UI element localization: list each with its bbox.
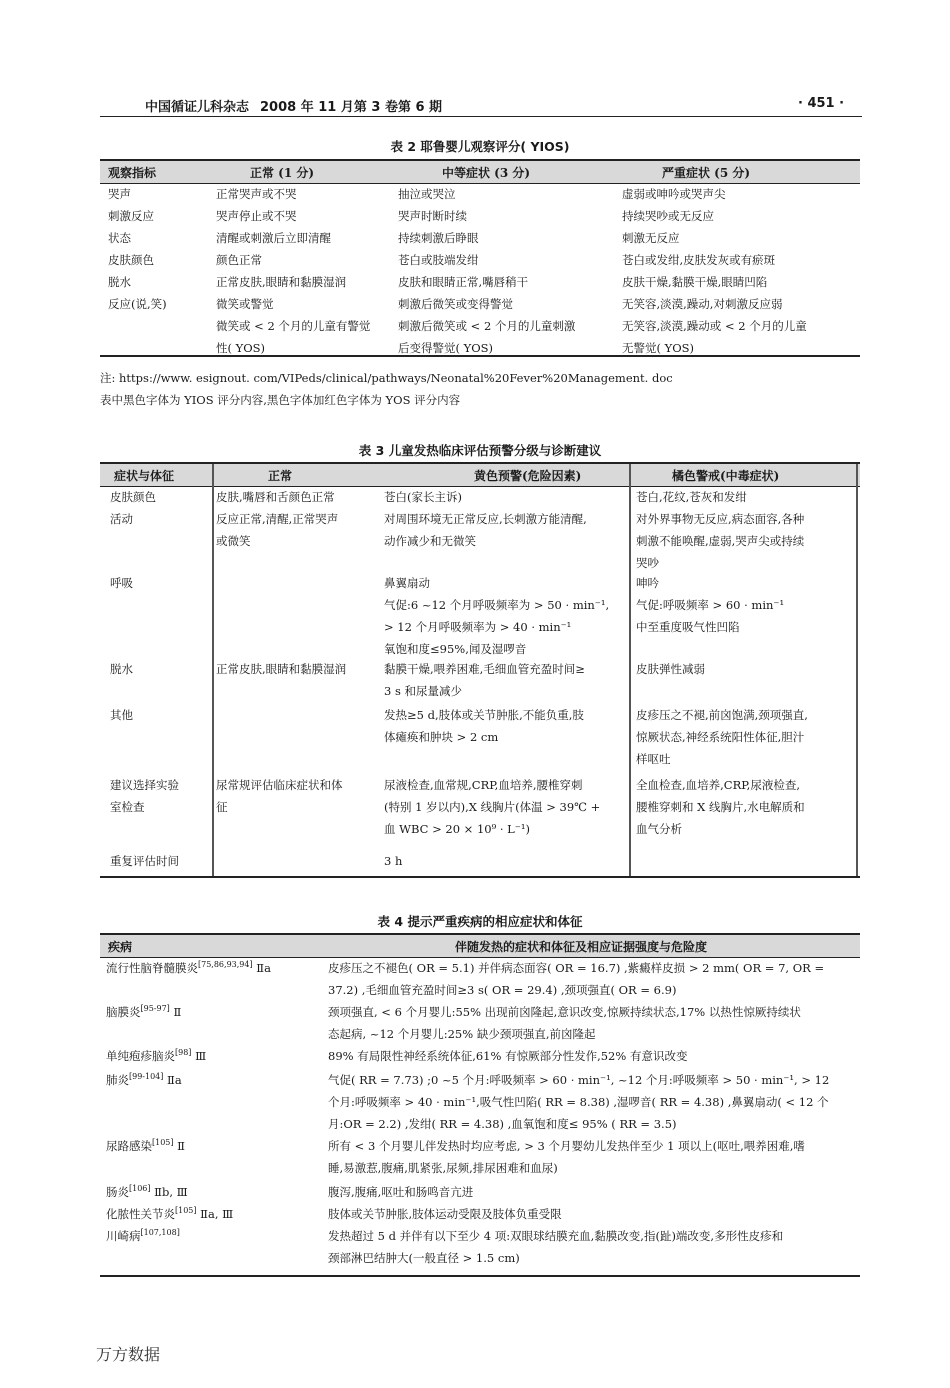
table4-disease-name: 化脓性关节炎 [106,1207,175,1221]
table4-bottom-rule [100,1275,860,1277]
table3-row-label: 皮肤颜色 [110,490,156,504]
table4-reference: [95-97] [140,1004,170,1014]
table4-disease-cell [106,1069,182,1091]
table4-reference: [105] [175,1206,197,1216]
table2-header-cell: 中等症状 (3 分) [442,166,531,180]
table4-disease-cell [106,1135,185,1157]
table2-cell: 持续刺激后睁眼 [398,231,479,245]
table3-cell: 中至重度吸气性凹陷 [636,620,740,634]
table3-cell: 刺激不能唤醒,虚弱,哭声尖或持续 [636,534,805,548]
watermark-text: 万方数据 [96,1345,161,1364]
table2-cell: 哭声时断时续 [398,209,467,223]
table4-disease-name: 流行性脑脊髓膜炎 [106,961,198,975]
table3-cell: > 12 个月呼吸频率为 > 40 · min⁻¹ [384,620,572,634]
table2-cell: 持续哭吵或无反应 [622,209,714,223]
table3-cell: 对外界事物无反应,病态面容,各种 [636,512,805,526]
table3-cell: 征 [216,800,228,814]
table3-row-label: 室检查 [110,800,145,814]
table2-row-label: 皮肤颜色 [108,253,154,267]
table3-cell: 体瘫痪和肿块 > 2 cm [384,730,499,744]
table4-cell: 发热超过 5 d 并伴有以下至少 4 项:双眼球结膜充血,黏膜改变,指(趾)端改变,多形性皮疹和 [328,1229,784,1243]
table4-disease-name: 川崎病 [106,1229,141,1243]
table2-cell: 无笑容,淡漠,躁动,对刺激反应弱 [622,297,783,311]
table4-disease-cell [106,1181,188,1203]
table4-reference: [75,86,93,94] [198,960,253,970]
table3-row-label: 活动 [110,512,133,526]
table3-header-cell: 正常 [268,469,293,483]
table4-evidence-grade: Ⅱb, Ⅲ [150,1185,188,1199]
table2-row-label: 刺激反应 [108,209,154,223]
table2-cell: 正常哭声或不哭 [216,187,297,201]
table3-header-cell: 黄色预警(危险因素) [474,469,582,483]
table4-header-cell: 伴随发热的症状和体征及相应证据强度与危险度 [455,940,708,954]
table3-column-divider [629,464,631,876]
table2-row-label: 脱水 [108,275,131,289]
table4-evidence-grade: Ⅱ [169,1005,182,1019]
table3-cell: 皮疹压之不褪,前囟饱满,颈项强直, [636,708,808,722]
table4-cell: 37.2) ,毛细血管充盈时间≥3 s( OR = 29.4) ,颈项强直( OR = 6.9) [328,983,677,997]
table4-cell: 颈部淋巴结肿大(一般直径 > 1.5 cm) [328,1251,520,1265]
table4-reference: [99-104] [129,1072,164,1082]
table3-cell: 气促:6 ~12 个月呼吸频率为 > 50 · min⁻¹, [384,598,610,612]
table2-row-label: 反应(说,笑) [108,297,167,311]
table2-header-cell: 观察指标 [108,166,157,180]
table3-caption: 表 3 儿童发热临床评估预警分级与诊断建议 [358,443,602,458]
table4-cell: 月:OR = 2.2) ,发绀( RR = 4.38) ,血氧饱和度≤ 95% ( RR = 3.5) [328,1117,677,1131]
table2-cell: 微笑或警觉 [216,297,274,311]
table3-cell: 鼻翼扇动 [384,576,430,590]
table4-cell: 态起病, ~12 个月婴儿:25% 缺少颈项强直,前囟隆起 [328,1027,596,1041]
table2-cell: 哭声停止或不哭 [216,209,297,223]
table3-cell: 苍白,花纹,苍灰和发绀 [636,490,747,504]
table2-cell: 正常皮肤,眼睛和黏膜湿润 [216,275,347,289]
table3-cell: 呻吟 [636,576,659,590]
table2-note-source: 注: https://www. esignout. com/VIPeds/clinical/pathways/Neonatal%20Fever%20Management. doc [100,371,673,385]
table3-bottom-rule [100,876,860,878]
table4-disease-cell [106,957,271,979]
table2-cell: 皮肤和眼睛正常,嘴唇稍干 [398,275,529,289]
table2-cell: 苍白或发绀,皮肤发灰或有瘀斑 [622,253,776,267]
table4-disease-cell [106,1045,206,1067]
table2-cell: 虚弱或呻吟或哭声尖 [622,187,726,201]
table4-cell: 颈项强直, < 6 个月婴儿:55% 出现前囟隆起,意识改变,惊厥持续状态,17% 以热性惊厥持续状 [328,1005,801,1019]
table2 [100,159,860,359]
table2-cell: 抽泣或哭泣 [398,187,456,201]
issue-info: 2008 年 11 月第 3 卷第 6 期 [260,100,443,115]
table4-disease-name: 肠炎 [106,1185,129,1199]
table3-cell: 血 WBC > 20 × 10⁹ · L⁻¹) [384,822,530,836]
table4-evidence-grade: Ⅱ [173,1139,185,1153]
table2-header-cell: 严重症状 (5 分) [662,166,751,180]
table3-cell: 动作减少和无微笑 [384,534,476,548]
table3-row-label: 建议选择实验 [110,778,179,792]
header-rule [100,116,862,117]
table3-cell: 皮肤,嘴唇和舌颜色正常 [216,490,335,504]
table2-cell: 无笑容,淡漠,躁动或 < 2 个月的儿童 [622,319,807,333]
table4-evidence-grade: Ⅱa [163,1073,182,1087]
table2-header-cell: 正常 (1 分) [250,166,315,180]
table4-caption: 表 4 提示严重疾病的相应症状和体征 [377,914,583,929]
table2-header [100,159,860,184]
table3-header-cell: 橘色警戒(中毒症状) [672,469,780,483]
journal-name: 中国循证儿科杂志 [145,100,250,115]
table3-cell: 哭吵 [636,556,659,570]
table4-disease-name: 肺炎 [106,1073,129,1087]
table2-cell: 颜色正常 [216,253,262,267]
table2-cell: 清醒或刺激后立即清醒 [216,231,331,245]
table3-row-label: 重复评估时间 [110,854,179,868]
table3-cell: 发热≥5 d,肢体或关节肿胀,不能负重,肢 [384,708,584,722]
table3-cell: 腰椎穿刺和 X 线胸片,水电解质和 [636,800,805,814]
table3-cell: 血气分析 [636,822,682,836]
table3-row-label: 脱水 [110,662,133,676]
table4-cell: 气促( RR = 7.73) ;0 ~5 个月:呼吸频率 > 60 · min⁻¹, ~12 个月:呼吸频率 > 50 · min⁻¹, > 12 [328,1073,830,1087]
table3-row-label: 呼吸 [110,576,133,590]
table3-cell: 尿液检查,血常规,CRP,血培养,腰椎穿刺 [384,778,583,792]
table4-reference: [107,108] [140,1228,180,1238]
table4-disease-cell [106,1225,180,1247]
table4-header [100,933,860,958]
table4-cell: 所有 < 3 个月婴儿伴发热时均应考虑, > 3 个月婴幼儿发热伴至少 1 项以上(呕吐,喂养困难,嗜 [328,1139,805,1153]
table2-row-label: 状态 [108,231,131,245]
table2-cell: 性( YOS) [216,341,266,355]
table4-evidence-grade: Ⅲ [191,1049,207,1063]
table4-reference: [105] [152,1138,174,1148]
table3-cell: 对周围环境无正常反应,长刺激方能清醒, [384,512,587,526]
table2-cell: 苍白或肢端发绀 [398,253,479,267]
table4-header-cell: 疾病 [108,940,133,954]
table3-cell: 样呕吐 [636,752,671,766]
table3-cell: 黏膜干燥,喂养困难,毛细血管充盈时间≥ [384,662,585,676]
table2-cell: 皮肤干燥,黏膜干燥,眼睛凹陷 [622,275,768,289]
table4-cell: 睡,易激惹,腹痛,肌紧张,尿频,排尿困难和血尿) [328,1161,558,1175]
table4-cell: 腹泻,腹痛,呕吐和肠鸣音亢进 [328,1185,474,1199]
table3-column-divider [856,464,858,876]
table4-disease-cell [106,1203,233,1225]
table3-cell: 3 s 和尿量减少 [384,684,463,698]
table4-disease-name: 脑膜炎 [106,1005,141,1019]
table3-header [100,462,860,487]
table4-cell: 89% 有局限性神经系统体征,61% 有惊厥部分性发作,52% 有意识改变 [328,1049,688,1063]
table3-cell: 3 h [384,854,403,868]
table4-cell: 皮疹压之不褪色( OR = 5.1) 并伴病态面容( OR = 16.7) ,紫癜样皮损 > 2 mm( OR = 7, OR = [328,961,825,975]
table3-cell: 反应正常,清醒,正常哭声 [216,512,339,526]
table3-header-cell: 症状与体征 [114,469,175,483]
table2-cell: 刺激后微笑或 < 2 个月的儿童刺激 [398,319,576,333]
table2-cell: 刺激无反应 [622,231,680,245]
table3-cell: 正常皮肤,眼睛和黏膜湿润 [216,662,347,676]
table4-disease-name: 尿路感染 [106,1139,152,1153]
table2-caption: 表 2 耶鲁婴儿观察评分( YIOS) [390,139,570,154]
table3-row-label: 其他 [110,708,133,722]
table4-reference: [106] [129,1184,151,1194]
table4-disease-name: 单纯疱疹脑炎 [106,1049,175,1063]
table4-cell: 个月:呼吸频率 > 40 · min⁻¹,吸气性凹陷( RR = 8.38) ,湿啰音( RR = 4.38) ,鼻翼扇动( < 12 个 [328,1095,829,1109]
table3-cell: 氧饱和度≤95%,闻及湿啰音 [384,642,527,656]
table3 [100,462,860,878]
table4-evidence-grade: Ⅱa, Ⅲ [196,1207,234,1221]
table3-cell: 惊厥状态,神经系统阳性体征,胆汁 [636,730,805,744]
table3-cell: 全血检查,血培养,CRP,尿液检查, [636,778,800,792]
table4-disease-cell [106,1001,181,1023]
table4-cell: 肢体或关节肿胀,肢体运动受限及肢体负重受限 [328,1207,562,1221]
table4 [100,933,860,1278]
table4-reference: [98] [175,1048,192,1058]
table2-cell: 后变得警觉( YOS) [398,341,494,355]
table2-note-font: 表中黑色字体为 YIOS 评分内容,黑色字体加红色字体为 YOS 评分内容 [100,393,461,407]
table3-column-divider [212,464,214,876]
table3-cell: (特别 1 岁以内),X 线胸片(体温 > 39℃ + [384,800,601,814]
table2-cell: 刺激后微笑或变得警觉 [398,297,513,311]
table4-evidence-grade: Ⅱa [252,961,271,975]
table3-cell: 气促:呼吸频率 > 60 · min⁻¹ [636,598,785,612]
table2-row-label: 哭声 [108,187,131,201]
table3-cell: 皮肤弹性减弱 [636,662,705,676]
table3-cell: 或微笑 [216,534,251,548]
table3-cell: 尿常规评估临床症状和体 [216,778,343,792]
table3-cell: 苍白(家长主诉) [384,490,462,504]
page-number: · 451 · [798,96,845,111]
table2-cell: 无警觉( YOS) [622,341,695,355]
table2-cell: 微笑或 < 2 个月的儿童有警觉 [216,319,371,333]
